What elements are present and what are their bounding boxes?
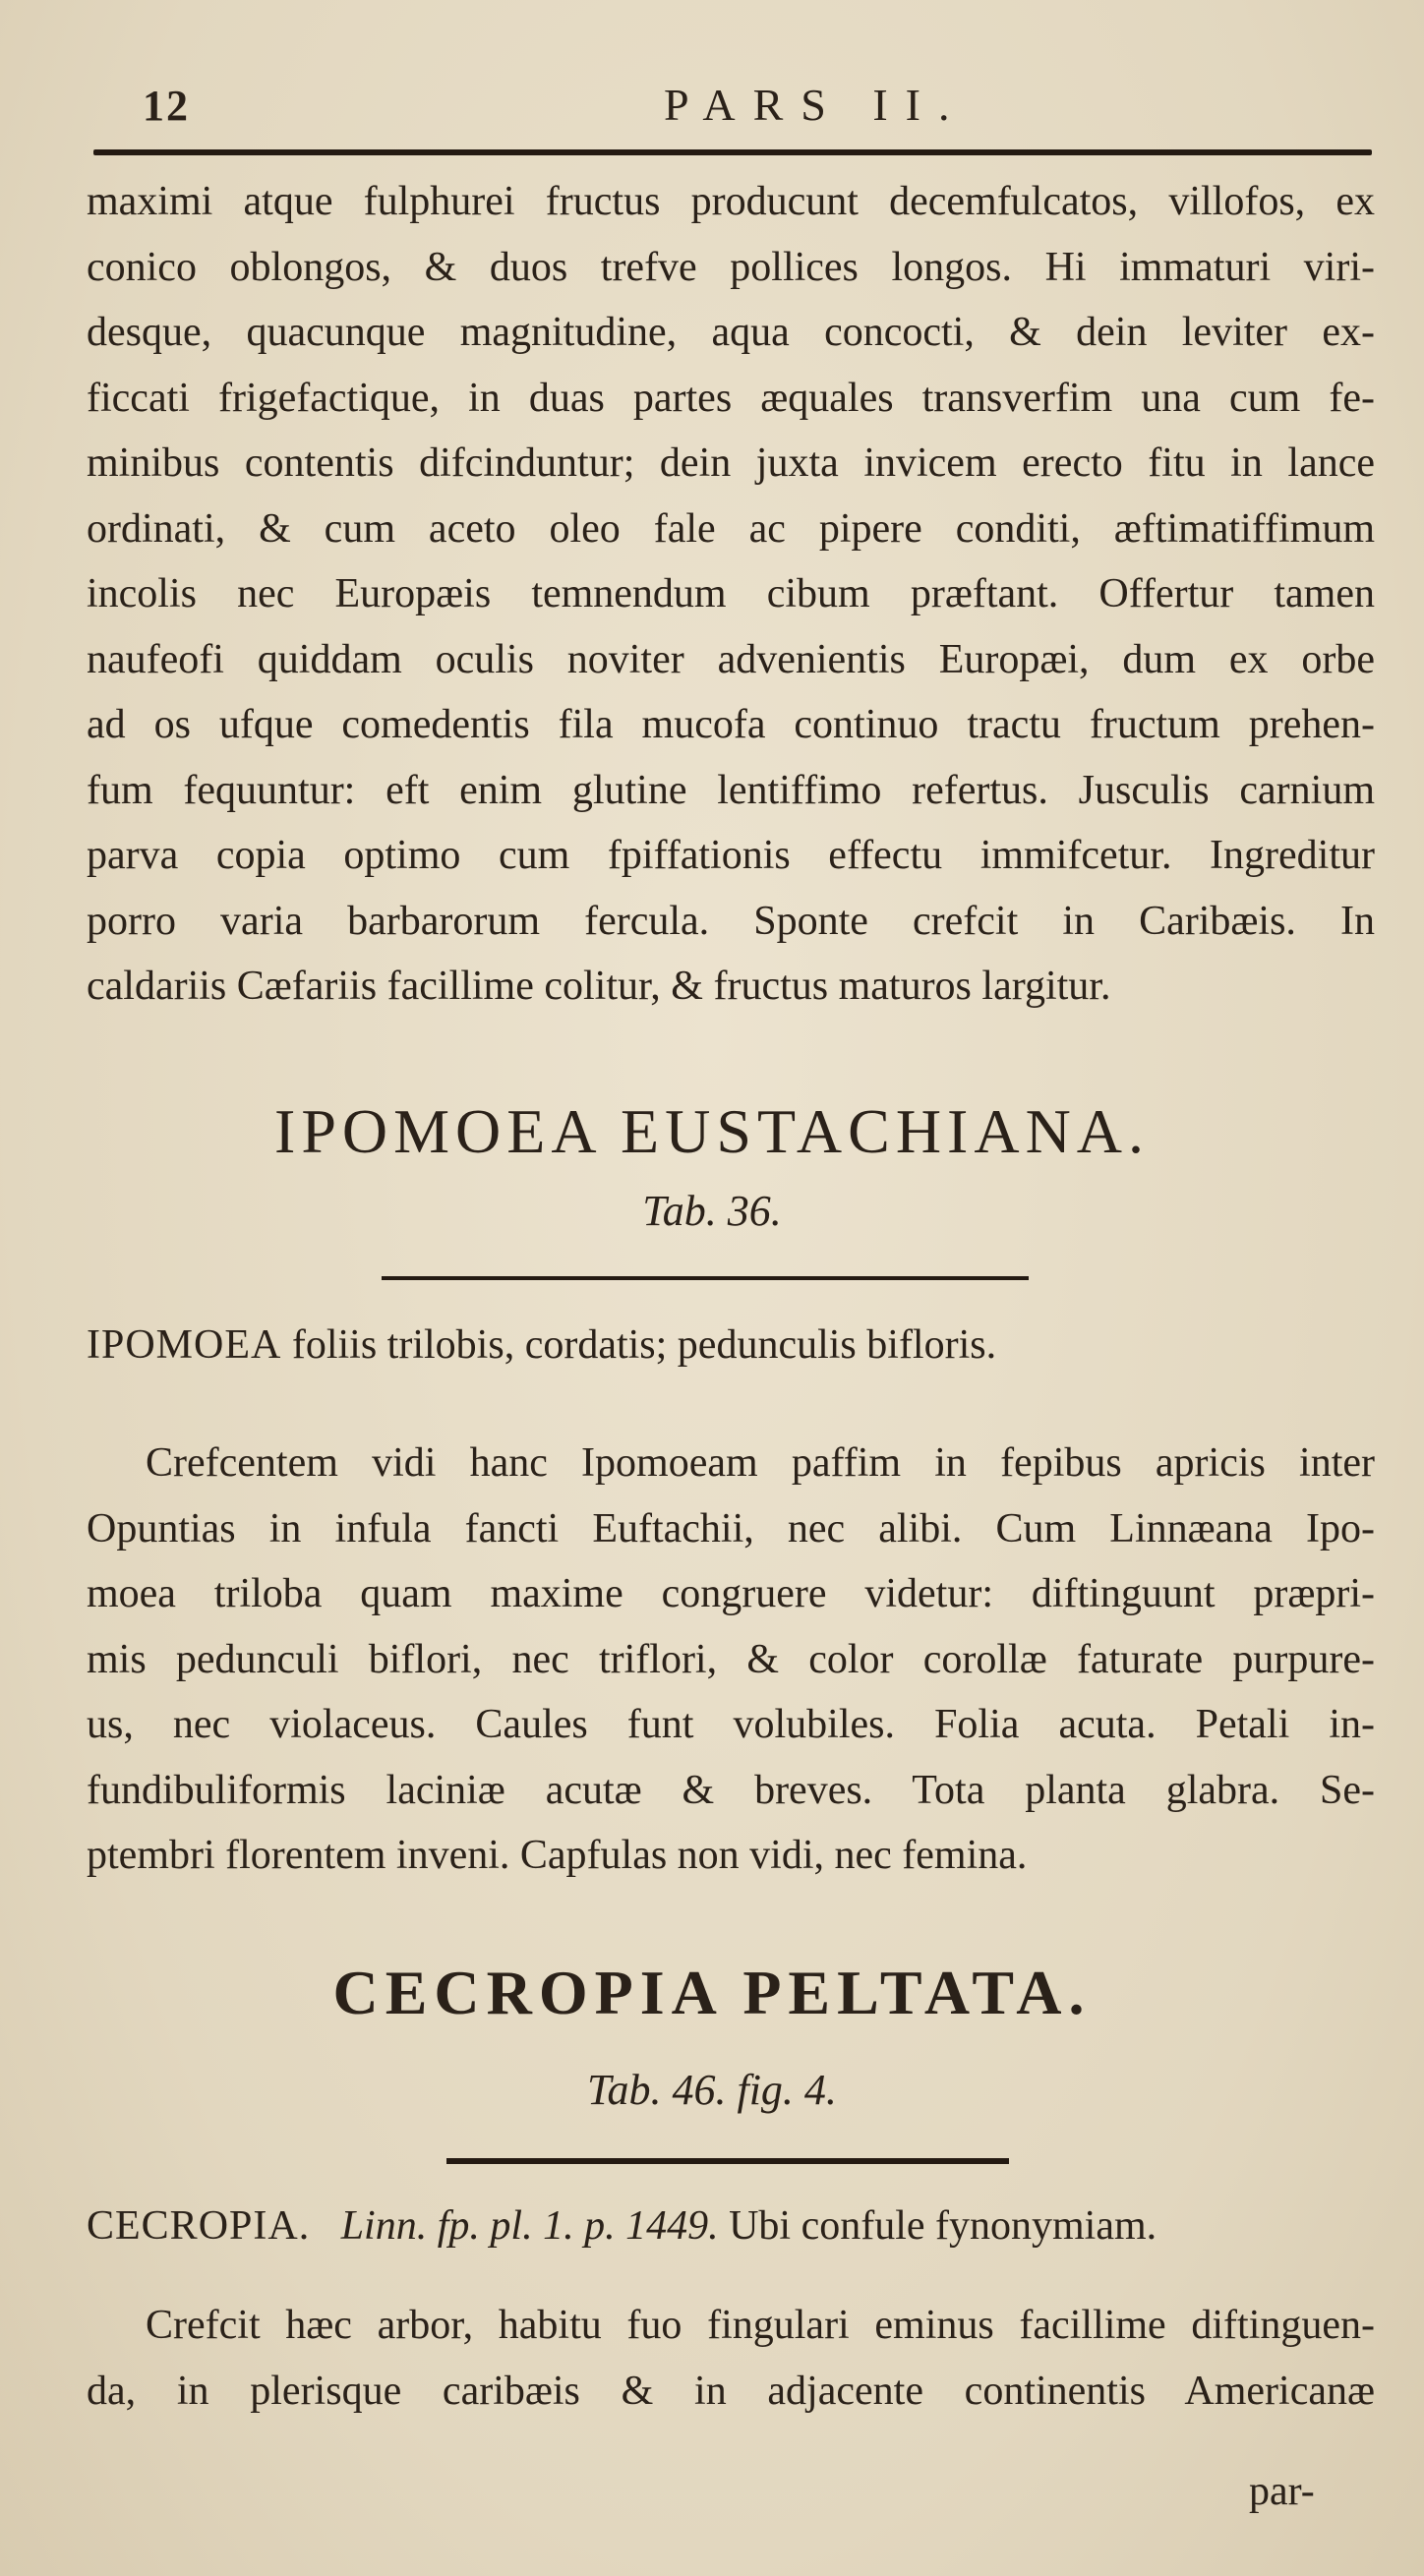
text-line: ficcati frigefactique, in duas partes æquales transverfim una cum fe- bbox=[87, 375, 1375, 421]
text-line: moea triloba quam maxime congruere videtur: diftinguunt præpri- bbox=[87, 1571, 1375, 1616]
diagnosis-genus: IPOMOEA bbox=[87, 1322, 282, 1368]
diagnosis-text: Ubi confule fynonymiam. bbox=[729, 2203, 1157, 2249]
diagnosis-text: foliis trilobis, cordatis; pedunculis bifloris. bbox=[291, 1322, 997, 1368]
text-line: mis pedunculi biflori, nec triflori, & color corollæ faturate purpure- bbox=[87, 1636, 1375, 1682]
text-line: desque, quacunque magnitudine, aqua concocti, & dein leviter ex- bbox=[87, 310, 1375, 355]
catchword: par- bbox=[1249, 2469, 1315, 2514]
paragraph-ipomoea bbox=[87, 1431, 1375, 1889]
paragraph-cecropia bbox=[87, 2293, 1375, 2424]
text-line: minibus contentis difcinduntur; dein juxta invicem erecto fitu in lance bbox=[87, 440, 1375, 486]
text-line: fundibuliformis laciniæ acutæ & breves. Tota planta glabra. Se- bbox=[87, 1767, 1375, 1813]
text-line: ptembri florentem inveni. Capfulas non vidi, nec femina. bbox=[87, 1833, 1028, 1878]
header-rule bbox=[93, 149, 1372, 155]
continuation-paragraph bbox=[87, 169, 1375, 1020]
text-line: Crefcit hæc arbor, habitu fuo fingulari eminus facillime diftinguen- bbox=[146, 2303, 1375, 2348]
text-line: ad os ufque comedentis fila mucofa continuo tractu fructum prehen- bbox=[87, 702, 1375, 747]
running-head: PARS II. bbox=[664, 80, 968, 130]
text-line: porro varia barbarorum fercula. Sponte crefcit in Caribæis. In bbox=[87, 898, 1375, 944]
text-line: us, nec violaceus. Caules funt volubiles. Folia acuta. Petali in- bbox=[87, 1702, 1375, 1747]
text-line: Crefcentem vidi hanc Ipomoeam paffim in fepibus apricis inter bbox=[146, 1440, 1375, 1486]
diagnosis-reference: Linn. fp. pl. 1. p. 1449. bbox=[340, 2203, 719, 2249]
text-line: caldariis Cæfariis facillime colitur, & fructus maturos largitur. bbox=[87, 964, 1111, 1009]
section-rule bbox=[382, 1276, 1029, 1280]
page-header bbox=[93, 71, 1372, 130]
plate-reference-ipomoea: Tab. 36. bbox=[642, 1187, 782, 1235]
text-line: Opuntias in infula fancti Euftachii, nec alibi. Cum Linnæana Ipo- bbox=[87, 1505, 1375, 1551]
plate-reference-cecropia: Tab. 46. fig. 4. bbox=[587, 2066, 837, 2114]
section-rule bbox=[446, 2158, 1009, 2164]
text-line: ordinati, & cum aceto oleo fale ac pipere conditi, æftimatiffimum bbox=[87, 505, 1375, 552]
section-title-cecropia: CECROPIA PELTATA. bbox=[332, 1958, 1092, 2027]
section-title-ipomoea: IPOMOEA EUSTACHIANA. bbox=[274, 1096, 1150, 1166]
text-line: parva copia optimo cum fpiffationis effectu immifcetur. Ingreditur bbox=[87, 833, 1375, 878]
text-line: incolis nec Europæis temnendum cibum præftant. Offertur tamen bbox=[87, 571, 1375, 616]
page-number: 12 bbox=[143, 82, 190, 130]
text-line: maximi atque fulphurei fructus producunt decemfulcatos, villofos, ex bbox=[87, 179, 1375, 224]
diagnosis-ipomoea bbox=[87, 1321, 1375, 1369]
diagnosis-genus: CECROPIA. bbox=[87, 2203, 311, 2249]
diagnosis-cecropia bbox=[87, 2202, 1375, 2250]
text-line: da, in plerisque caribæis & in adjacente continentis Americanæ bbox=[87, 2368, 1375, 2414]
text-line: fum fequuntur: eft enim glutine lentiffimo refertus. Jusculis carnium bbox=[87, 767, 1375, 813]
text-line: naufeofi quiddam oculis noviter advenientis Europæi, dum ex orbe bbox=[87, 636, 1375, 682]
text-line: conico oblongos, & duos trefve pollices longos. Hi immaturi viri- bbox=[87, 244, 1375, 290]
